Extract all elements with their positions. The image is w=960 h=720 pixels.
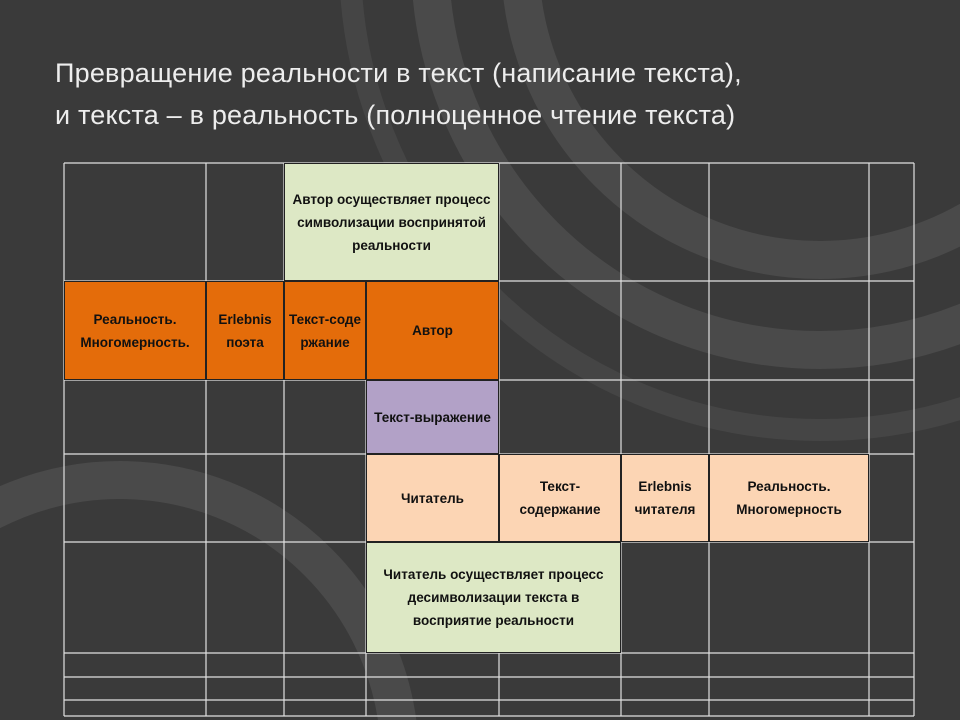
title-line-2: и текста – в реальность (полноценное чтение текста) xyxy=(55,100,736,130)
title-line-1: Превращение реальности в текст (написание текста), xyxy=(55,58,742,88)
erlebnis-poet-text: Erlebnis поэта xyxy=(218,311,272,350)
reality-right-text: Реальность. Многомерность xyxy=(736,479,842,517)
author-cell xyxy=(366,281,499,380)
reader-desymbolization-cell xyxy=(366,542,621,653)
erlebnis-reader-text: Erlebnis читателя xyxy=(634,479,696,517)
reader-cell xyxy=(366,454,499,542)
author-text: Автор xyxy=(412,323,453,338)
reality-left-text: Реальность. Многомерность. xyxy=(80,311,190,350)
text-content-right-cell xyxy=(499,454,621,542)
author-symbolization-text: Автор осуществляет процесс символизации воспринятой реальности xyxy=(292,191,491,253)
text-content-left-text: Текст-содержание xyxy=(289,311,361,350)
author-symbolization-cell xyxy=(284,163,499,281)
text-expression-text: Текст-выражение xyxy=(374,409,491,425)
text-content-right-text: Текст-содержание xyxy=(519,479,601,517)
erlebnis-poet-cell xyxy=(206,281,284,380)
text-expression-cell xyxy=(366,380,499,454)
reader-text: Читатель xyxy=(401,490,464,506)
text-content-left-cell xyxy=(284,281,366,380)
erlebnis-reader-cell xyxy=(621,454,709,542)
reality-left-cell xyxy=(64,281,206,380)
reality-right-cell xyxy=(709,454,869,542)
reader-desymbolization-text: Читатель осуществляет процесс десимволизации текста в восприятие реальности xyxy=(383,567,604,628)
